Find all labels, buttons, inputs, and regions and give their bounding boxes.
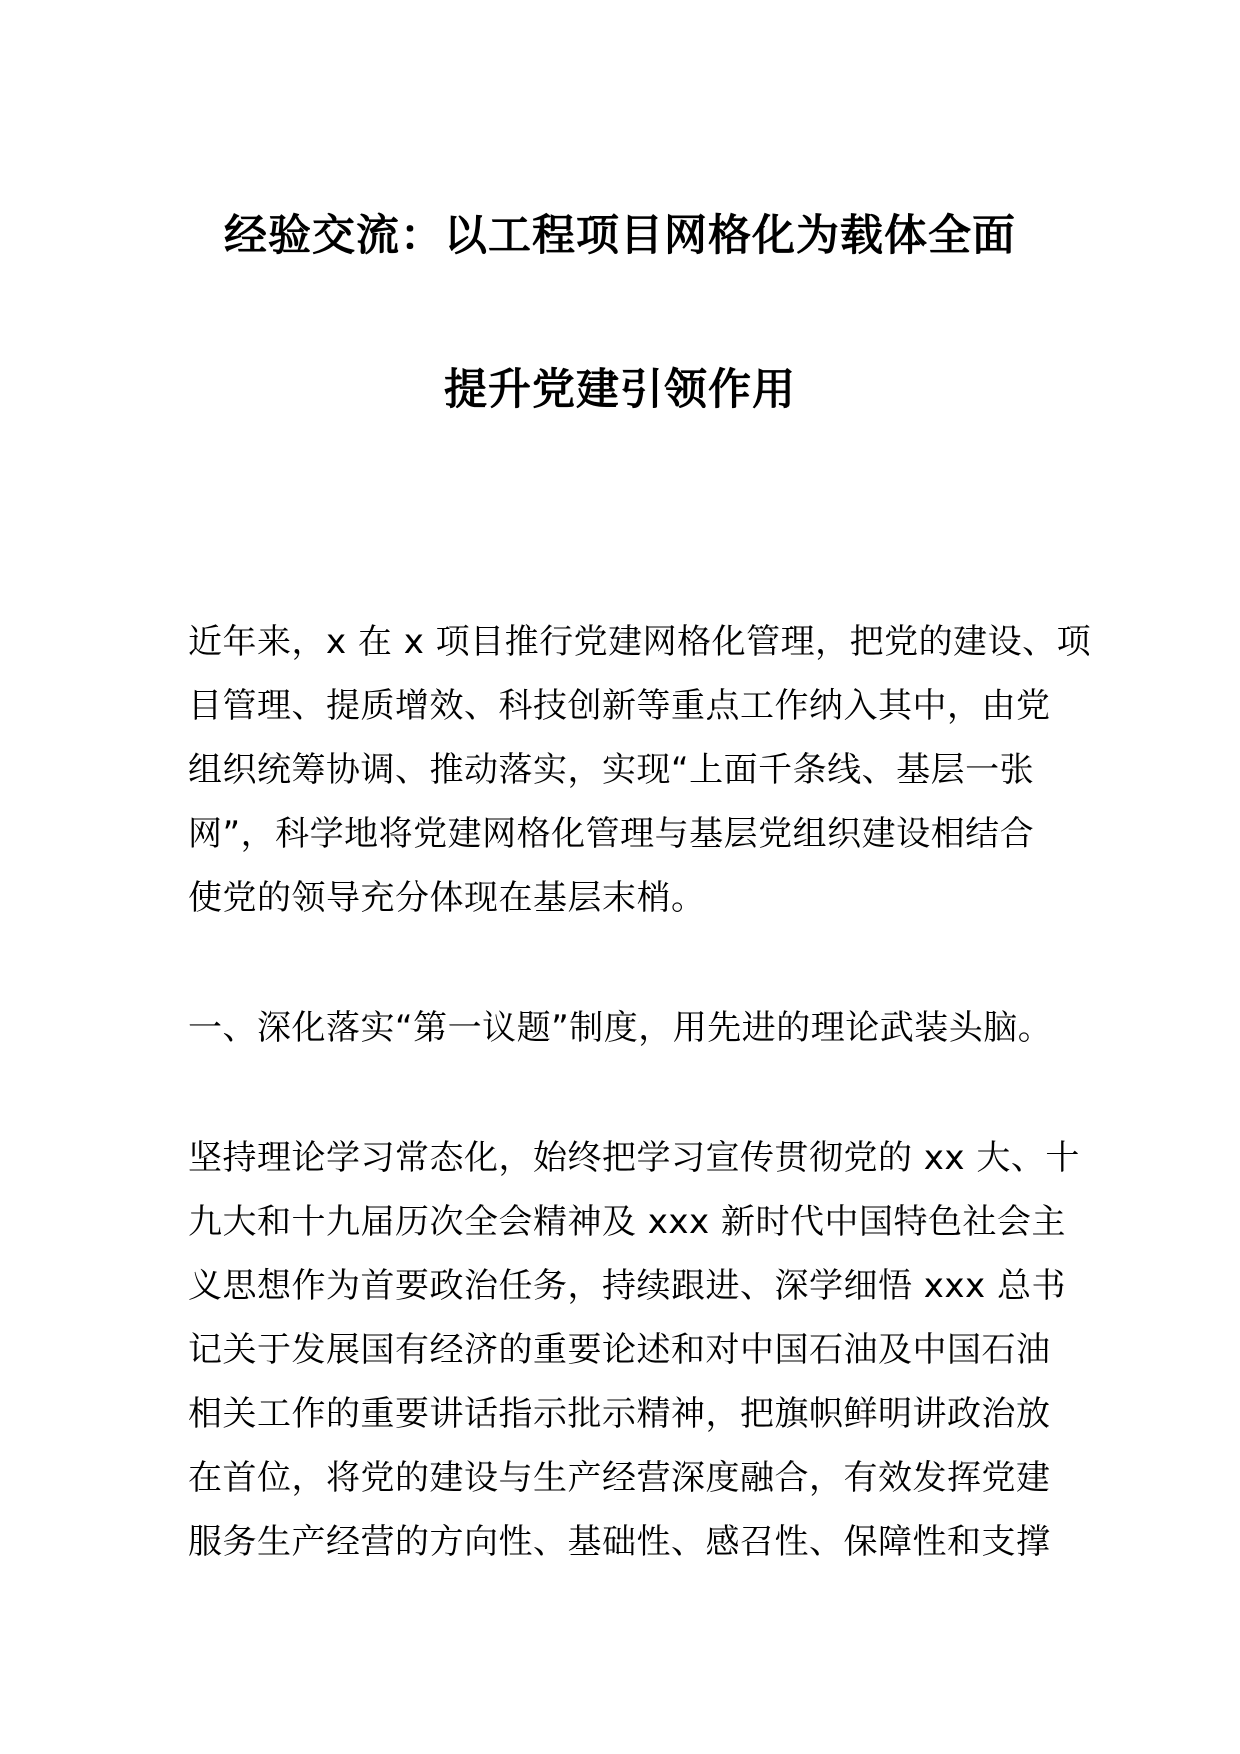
body-paragraph-line: 记关于发展国有经济的重要论述和对中国石油及中国石油 [188,1330,1051,1370]
document-title-line-2: 提升党建引领作用 [444,365,796,415]
body-paragraph-line: 九大和十九届历次全会精神及 xxx 新时代中国特色社会主 [188,1202,1066,1242]
intro-paragraph-line: 近年来，x 在 x 项目推行党建网格化管理，把党的建设、项 [188,622,1092,662]
intro-paragraph-line: 网”，科学地将党建网格化管理与基层党组织建设相结合 [188,814,1035,854]
intro-paragraph-line: 组织统筹协调、推动落实，实现“上面千条线、基层一张 [188,750,1035,790]
body-paragraph-line: 义思想作为首要政治任务，持续跟进、深学细悟 xxx 总书 [188,1266,1066,1306]
body-paragraph-line: 服务生产经营的方向性、基础性、感召性、保障性和支撑 [188,1522,1051,1562]
intro-paragraph-line: 使党的领导充分体现在基层末梢。 [188,878,706,918]
body-paragraph-line: 在首位，将党的建设与生产经营深度融合，有效发挥党建 [188,1458,1051,1498]
body-paragraph-line: 相关工作的重要讲话指示批示精神，把旗帜鲜明讲政治放 [188,1394,1051,1434]
section-heading: 一、深化落实“第一议题”制度，用先进的理论武装头脑。 [188,1008,1053,1048]
intro-paragraph-line: 目管理、提质增效、科技创新等重点工作纳入其中，由党 [188,686,1051,726]
body-paragraph-line: 坚持理论学习常态化，始终把学习宣传贯彻党的 xx 大、十 [188,1138,1080,1178]
document-title-line-1: 经验交流：以工程项目网格化为载体全面 [224,211,1016,261]
